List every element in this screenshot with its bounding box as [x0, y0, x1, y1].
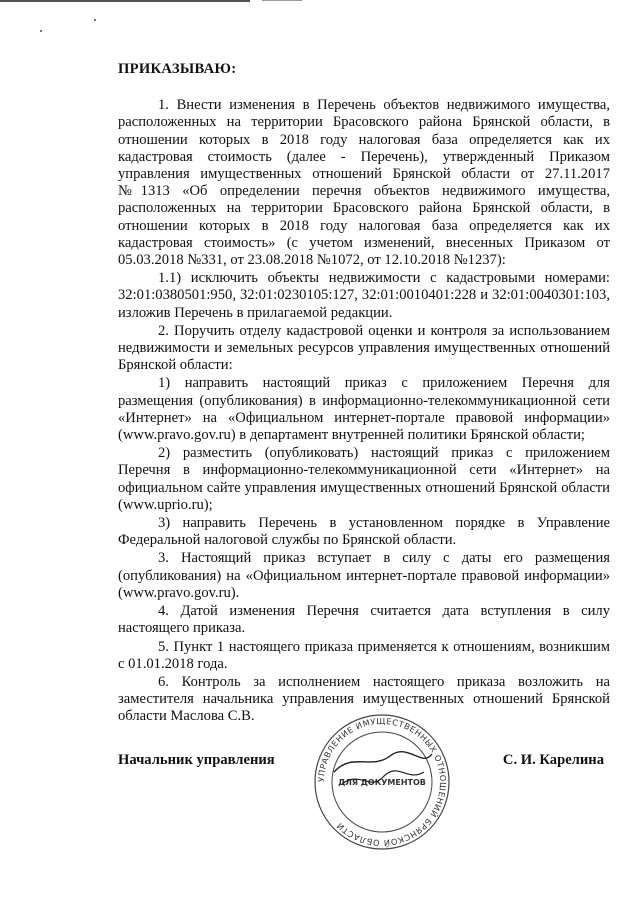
seal-inner-text: ДЛЯ ДОКУМЕНТОВ: [338, 778, 426, 787]
paragraph-2: 2. Поручить отделу кадастровой оценки и контроля за использованием недвижимости и земельных ресурсов управления имущественных отношений Брянской области:: [118, 322, 610, 374]
order-heading: ПРИКАЗЫВАЮ:: [118, 61, 237, 77]
paragraph-4: 4. Датой изменения Перечня считается дата вступления в силу настоящего приказа.: [118, 603, 610, 637]
paragraph-6: 6. Контроль за исполнением настоящего приказа возложить на заместителя начальника управления имущественных отношений Брянской области Маслова С.В.: [118, 673, 610, 725]
paragraph-1-1: 1.1) исключить объекты недвижимости с кадастровыми номерами: 32:01:0380501:950, 32:01:0230105:127, 32:01:0010401:228 и 32:01:0040301:103, изложив Перечень в прилагаемой редакции.: [118, 270, 610, 321]
top-edge-line: [0, 0, 250, 2]
official-seal-stamp: [312, 712, 452, 852]
signature-name: С. И. Карелина: [502, 752, 604, 768]
paragraph-3: 3. Настоящий приказ вступает в силу с даты его размещения (опубликования) на «Официальном интернет-портале правовой информации» (www.pravo.gov.ru).: [118, 550, 610, 601]
paragraph-1: 1. Внести изменения в Перечень объектов недвижимого имущества, расположенных на территории Брасовского района Брянской области, в отношении которых в 2018 году налоговая база определяется как их кадастровая стоимость (далее - Перечень), утвержденный Приказом управления имущественных отношений Брянской области от 27.11.2017 №1313 «Об определении перечня объектов недвижимого имущества, расположенных на территории Брасовского района Брянской области, в отношении которых в 2018 году налоговая база определяется как их кадастровая стоимость» (с учетом изменений, внесенных Приказом от 05.03.2018 №331, от 23.08.2018 №1072, от 12.10.2018 №1237):: [118, 97, 610, 269]
scan-speck: [94, 19, 96, 21]
handwritten-signature: [334, 752, 432, 772]
top-edge-line-short: [262, 0, 302, 1]
seal-outer-text: УПРАВЛЕНИЕ ИМУЩЕСТВЕННЫХ ОТНОШЕНИЙ БРЯНСКОЙ ОБЛАСТИ: [315, 715, 449, 849]
paragraph-2-2: 2) разместить (опубликовать) настоящий приказ с приложением Перечня в информационно-телекоммуникационной сети «Интернет» на официальном сайте управления имущественных отношений Брянской области (www.uprio.ru);: [118, 445, 610, 513]
signature-title: Начальник управления: [118, 752, 275, 768]
order-document: [118, 61, 610, 727]
paragraph-2-3: 3) направить Перечень в установленном порядке в Управление Федеральной налоговой службы по Брянской области.: [118, 515, 610, 549]
paragraph-5: 5. Пункт 1 настоящего приказа применяется к отношениям, возникшим с 01.01.2018 года.: [118, 638, 610, 672]
scan-speck: [40, 30, 42, 32]
paragraph-2-1: 1) направить настоящий приказ с приложением Перечня для размещения (опубликования) в информационно-телекоммуникационной сети «Интернет» на «Официальном интернет-портале правовой информации» (www.pravo.gov.ru) в департамент внутренней политики Брянской области;: [118, 375, 610, 444]
